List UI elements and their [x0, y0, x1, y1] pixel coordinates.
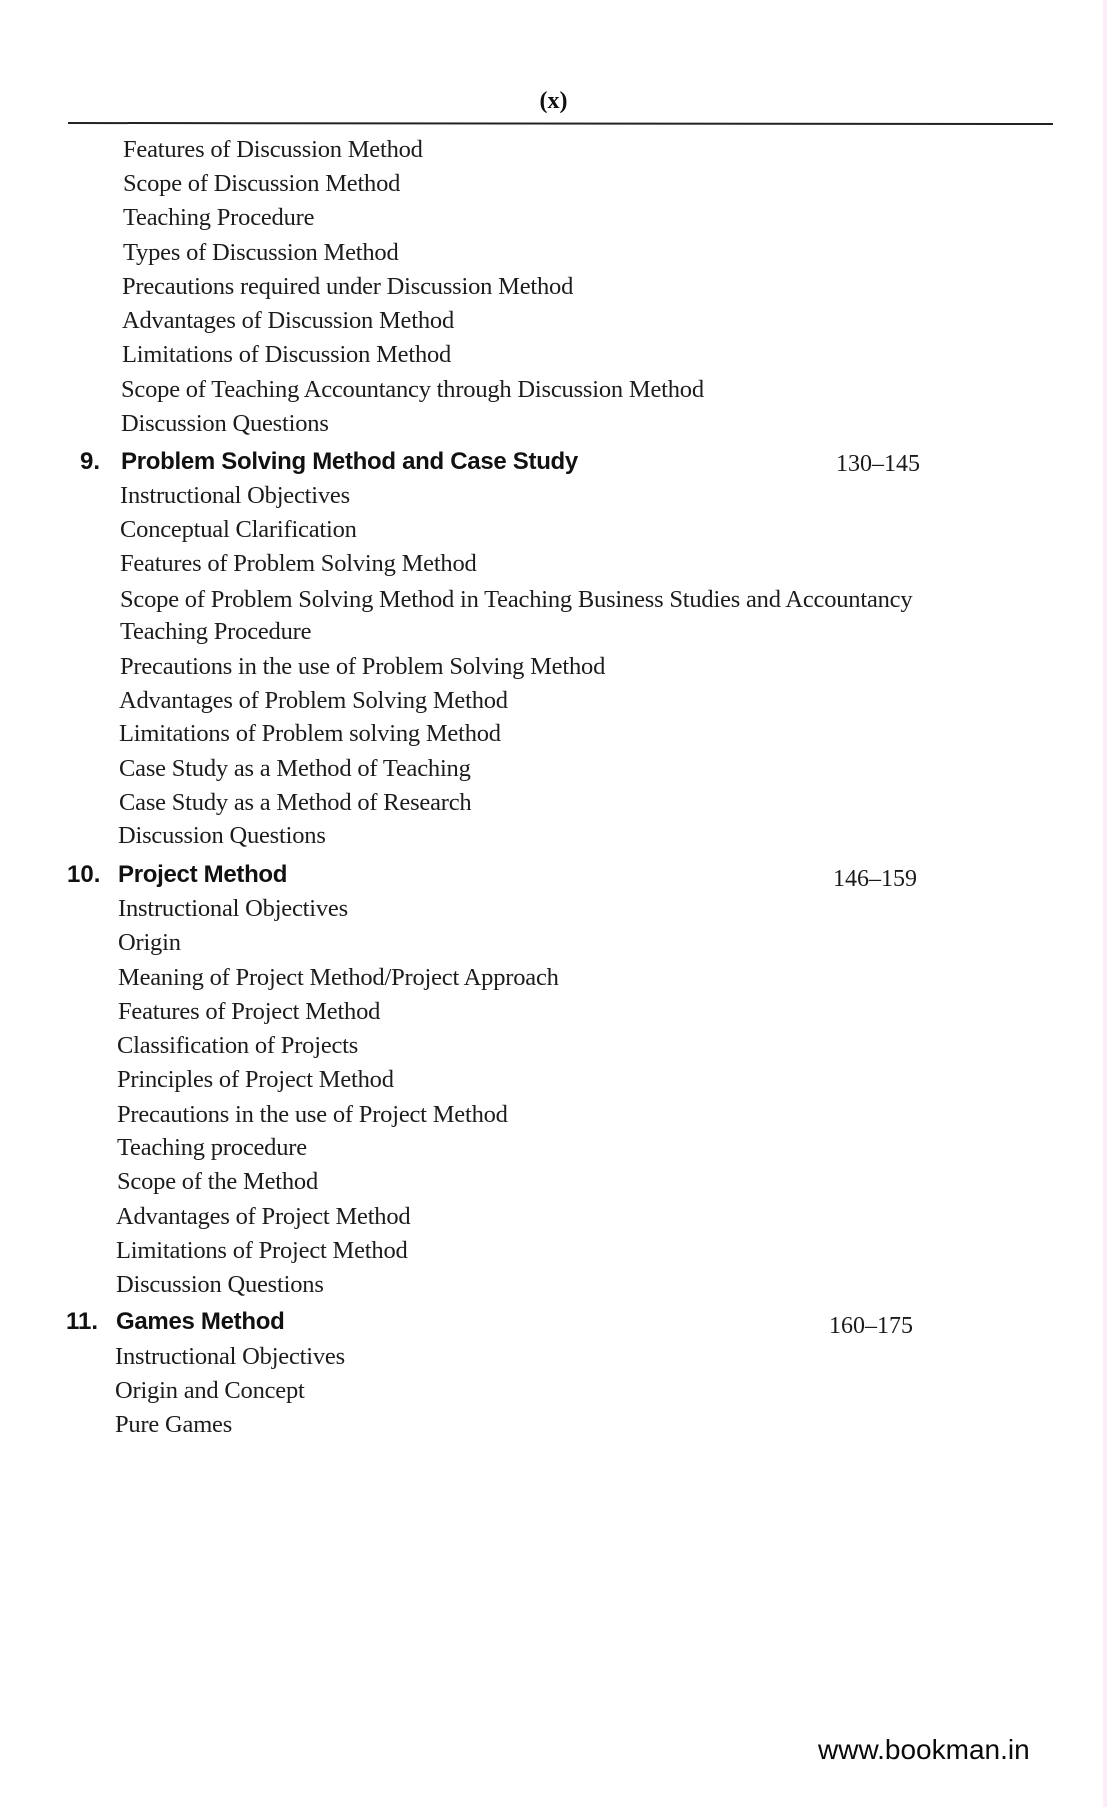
toc-item: Teaching Procedure: [120, 618, 312, 645]
toc-item: Instructional Objectives: [118, 895, 348, 922]
page-number: (x): [539, 88, 568, 114]
toc-item: Discussion Questions: [121, 410, 329, 437]
chapter-number: 11.: [66, 1308, 99, 1335]
toc-item: Case Study as a Method of Teaching: [119, 755, 471, 782]
toc-item: Advantages of Project Method: [116, 1203, 411, 1230]
toc-item: Precautions in the use of Project Method: [117, 1101, 508, 1128]
toc-item: Scope of Discussion Method: [123, 170, 401, 197]
toc-item: Limitations of Problem solving Method: [119, 720, 501, 747]
toc-item: Origin and Concept: [115, 1377, 305, 1404]
header-rule: [68, 122, 1053, 125]
chapter-number: 10.: [67, 861, 101, 888]
toc-item: Scope of Teaching Accountancy through Discussion Method: [121, 376, 704, 403]
toc-item: Advantages of Problem Solving Method: [119, 687, 508, 714]
toc-item: Discussion Questions: [116, 1271, 324, 1298]
toc-item: Classification of Projects: [117, 1032, 359, 1059]
chapter-pages: 146–159: [833, 866, 917, 892]
toc-item: Instructional Objectives: [115, 1343, 345, 1370]
toc-item: Advantages of Discussion Method: [122, 307, 454, 334]
toc-item: Precautions in the use of Problem Solving Method: [120, 653, 606, 680]
toc-item: Limitations of Discussion Method: [122, 341, 452, 368]
toc-item: Scope of the Method: [117, 1168, 319, 1195]
toc-item: Limitations of Project Method: [116, 1237, 408, 1264]
toc-item: Teaching procedure: [117, 1134, 307, 1161]
toc-item: Scope of Problem Solving Method in Teaching Business Studies and Accountancy: [120, 586, 913, 613]
toc-item: Precautions required under Discussion Method: [122, 273, 574, 300]
chapter-pages: 130–145: [836, 451, 920, 477]
chapter-number: 9.: [80, 448, 101, 475]
toc-item: Case Study as a Method of Research: [119, 789, 472, 816]
scan-edge: [1103, 0, 1107, 1807]
chapter-title: Project Method: [118, 861, 288, 888]
toc-item: Features of Project Method: [118, 998, 381, 1025]
chapter-pages: 160–175: [829, 1313, 913, 1339]
chapter-title: Problem Solving Method and Case Study: [121, 448, 578, 475]
toc-item: Conceptual Clarification: [120, 516, 357, 543]
toc-item: Principles of Project Method: [117, 1066, 394, 1093]
toc-item: Features of Discussion Method: [123, 136, 423, 163]
toc-item: Types of Discussion Method: [123, 239, 399, 266]
chapter-title: Games Method: [116, 1308, 285, 1335]
toc-item: Meaning of Project Method/Project Approach: [118, 964, 559, 991]
toc-item: Origin: [118, 929, 181, 956]
toc-item: Discussion Questions: [118, 822, 326, 849]
toc-item: Features of Problem Solving Method: [120, 550, 477, 577]
website-watermark: www.bookman.in: [818, 1734, 1030, 1765]
toc-item: Pure Games: [115, 1411, 233, 1438]
toc-item: Instructional Objectives: [120, 482, 350, 509]
toc-item: Teaching Procedure: [123, 204, 315, 231]
